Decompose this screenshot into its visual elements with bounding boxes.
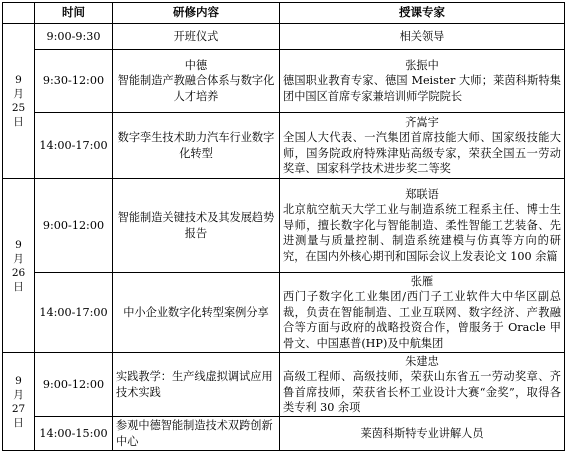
expert-name: 齐嵩宇 [405,115,439,129]
session-topic: 开班仪式 [113,24,280,50]
header-date [3,3,35,24]
expert-desc: 西门子数字化工业集团/西门子工业软件大中华区副总裁，负责在智能制造、工业互联网、数字经济、产教融合等方面与政府的战略投资合作，曾服务于 Oracle 甲骨文、中国惠普(HP)及中航集团 [283,290,561,350]
session-time: 14:00-17:00 [35,273,113,353]
table-row [3,353,565,417]
table-row [3,24,565,50]
session-topic: 智能制造产教融合体系与数字化人才培养 [117,74,275,103]
expert-name: 郑联语 [405,187,439,201]
expert-desc: 相关领导 [399,29,445,43]
table-row [3,50,565,113]
expert-name: 张振中 [405,58,439,72]
session-expert [280,24,565,50]
session-expert [280,273,565,353]
table-header-row [3,3,565,24]
table-row [3,179,565,273]
session-time: 14:00-15:00 [35,417,113,451]
session-time: 9:00-12:00 [35,353,113,417]
topic-speaker: 中德 [184,58,208,72]
header-expert: 授课专家 [280,3,565,24]
session-topic-cell [113,50,280,113]
session-expert [280,417,565,451]
expert-desc: 高级工程师、高级技师，荣获山东省五一劳动奖章、齐鲁首席技师，荣获省长杯工业设计大赛“金奖”，取得各类专利 30 余项 [283,370,561,414]
session-time: 9:00-12:00 [35,179,113,273]
table-row [3,417,565,451]
session-topic: 实践教学：生产线虚拟调试应用技术实践 [113,353,280,417]
session-time: 9:30-12:00 [35,50,113,113]
session-topic: 智能制造关键技术及其发展趋势报告 [113,179,280,273]
expert-desc: 德国职业教育专家、德国 Meister 大师；莱茵科斯特集团中国区首席专家兼培训师学院院长 [283,74,561,103]
training-schedule-table [2,2,565,451]
session-topic: 参观中德智能制造技术双跨创新中心 [113,417,280,451]
session-expert [280,179,565,273]
session-topic: 数字孪生技术助力汽车行业数字化转型 [113,113,280,179]
session-expert [280,113,565,179]
session-expert [280,50,565,113]
expert-name: 张雁 [410,274,434,288]
header-time: 时间 [35,3,113,24]
expert-desc: 莱茵科斯特专业讲解人员 [360,426,484,440]
session-time: 9:00-9:30 [35,24,113,50]
session-expert [280,353,565,417]
date-cell-day1: 9 月 25 日 [3,24,35,179]
table-row [3,273,565,353]
expert-desc: 全国人大代表、一汽集团首席技能大师、国家级技能大师，国务院政府特殊津贴高级专家，荣获全国五一劳动奖章、国家科学技术进步奖二等奖 [283,131,561,175]
header-content: 研修内容 [113,3,280,24]
session-topic: 中小企业数字化转型案例分享 [113,273,280,353]
session-time: 14:00-17:00 [35,113,113,179]
date-cell-day2: 9 月 26 日 [3,179,35,353]
date-cell-day3: 9 月 27 日 [3,353,35,451]
expert-desc: 北京航空航天大学工业与制造系统工程系主任、博士生导师，擅长数字化与智能制造、柔性智能工艺装备、先进测量与质量控制、制造系统建模与仿真等方向的研究，在国内外核心期刊和国际会议上发表论文 100 余篇 [283,203,561,263]
table-row [3,113,565,179]
expert-name: 朱建忠 [405,354,439,368]
